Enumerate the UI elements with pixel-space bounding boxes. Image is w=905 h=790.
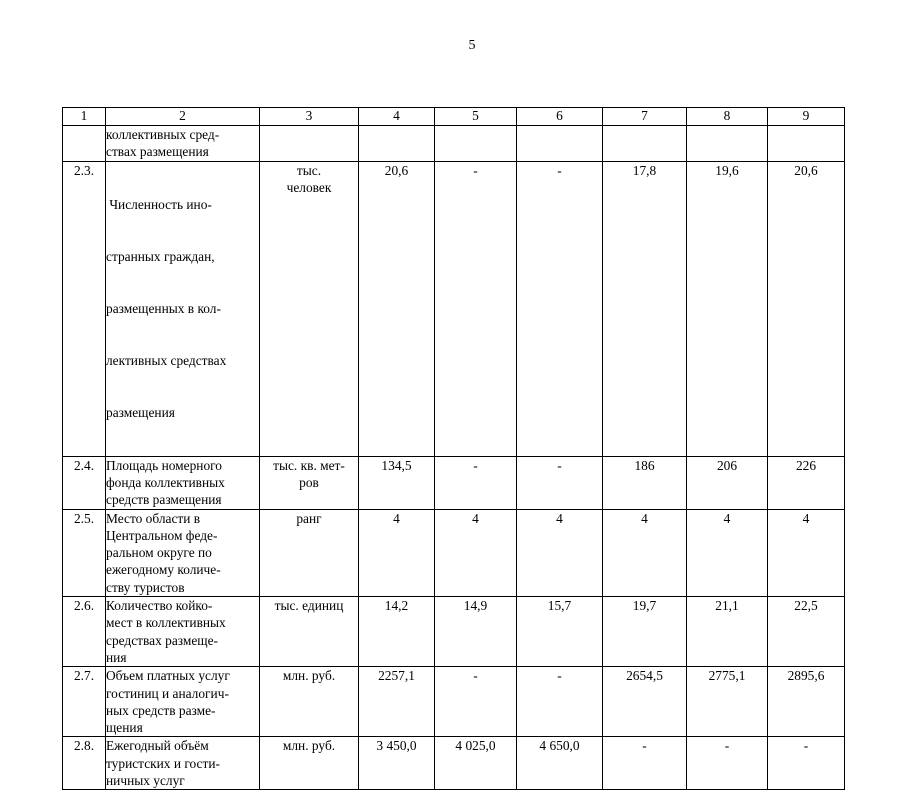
cell-value: 226 — [768, 456, 845, 509]
column-header: 9 — [768, 108, 845, 126]
table-row — [63, 597, 845, 667]
cell-value: 22,5 — [768, 597, 845, 667]
table-row — [63, 509, 845, 596]
name-line: мест в коллективных — [106, 615, 226, 631]
cell-value: - — [517, 161, 603, 456]
cell-value: 14,9 — [435, 597, 517, 667]
cell-num: 2.5. — [63, 509, 106, 596]
cell-value: 15,7 — [517, 597, 603, 667]
cell-value — [768, 126, 845, 162]
cell-value — [517, 126, 603, 162]
cell-unit — [260, 509, 359, 596]
cell-value: 19,6 — [687, 161, 768, 456]
name-line: средств размещения — [106, 492, 222, 508]
table-row — [63, 667, 845, 737]
cell-value: 206 — [687, 456, 768, 509]
cell-value: 17,8 — [603, 161, 687, 456]
cell-unit — [260, 126, 359, 162]
table-row — [63, 737, 845, 790]
cell-value: 4 — [687, 509, 768, 596]
name-line: размещенных в кол- — [106, 300, 221, 316]
cell-num: 2.7. — [63, 667, 106, 737]
cell-value: 186 — [603, 456, 687, 509]
unit-line: тыс. единиц — [274, 598, 344, 614]
name-line: странных граждан, — [106, 249, 215, 265]
column-header: 4 — [359, 108, 435, 126]
cell-unit — [260, 597, 359, 667]
cell-num: 2.4. — [63, 456, 106, 509]
cell-value: 19,7 — [603, 597, 687, 667]
cell-value: 2775,1 — [687, 667, 768, 737]
unit-line: тыс. кв. мет- — [273, 457, 345, 473]
cell-value: 4 — [359, 509, 435, 596]
cell-unit — [260, 456, 359, 509]
cell-value: 134,5 — [359, 456, 435, 509]
cell-name — [106, 126, 260, 162]
cell-name — [106, 456, 260, 509]
unit-line: человек — [286, 179, 332, 195]
name-line: ных средств разме- — [106, 702, 216, 718]
cell-value: 3 450,0 — [359, 737, 435, 790]
name-line: ничных услуг — [106, 772, 185, 788]
cell-name — [106, 737, 260, 790]
cell-value: 4 025,0 — [435, 737, 517, 790]
name-line: ству туристов — [106, 579, 185, 595]
cell-value: 20,6 — [359, 161, 435, 456]
cell-value: - — [435, 667, 517, 737]
name-line: Объем платных услуг — [106, 668, 230, 684]
cell-value: 2895,6 — [768, 667, 845, 737]
column-header: 6 — [517, 108, 603, 126]
name-line: ствах размещения — [106, 144, 209, 160]
cell-unit — [260, 667, 359, 737]
name-line: Центральном феде- — [106, 527, 218, 543]
table-header-row — [63, 108, 845, 126]
indicators-table — [62, 107, 845, 790]
cell-value: - — [603, 737, 687, 790]
cell-value — [687, 126, 768, 162]
cell-value: 4 — [603, 509, 687, 596]
table-row-continuation — [63, 126, 845, 162]
page-number: 5 — [468, 38, 476, 53]
table-row — [63, 456, 845, 509]
cell-value: 4 650,0 — [517, 737, 603, 790]
cell-value: - — [435, 456, 517, 509]
cell-name — [106, 667, 260, 737]
name-line: щения — [106, 720, 143, 736]
cell-value — [435, 126, 517, 162]
column-header: 5 — [435, 108, 517, 126]
table-row — [63, 161, 845, 456]
cell-value: - — [517, 456, 603, 509]
cell-value: - — [687, 737, 768, 790]
name-line: Количество койко- — [106, 598, 213, 614]
cell-value: 2257,1 — [359, 667, 435, 737]
unit-line: млн. руб. — [282, 738, 336, 754]
cell-unit — [260, 737, 359, 790]
cell-num: 2.8. — [63, 737, 106, 790]
name-line: Численность ино- — [106, 197, 212, 213]
column-header: 2 — [106, 108, 260, 126]
cell-value: - — [768, 737, 845, 790]
name-line: Ежегодный объём — [106, 738, 209, 754]
column-header: 1 — [63, 108, 106, 126]
name-line: гостиниц и аналогич- — [106, 685, 229, 701]
name-line: средствах размеще- — [106, 632, 219, 648]
cell-value: 20,6 — [768, 161, 845, 456]
cell-name — [106, 509, 260, 596]
cell-value — [603, 126, 687, 162]
name-line: фонда коллективных — [106, 474, 225, 490]
cell-value: 2654,5 — [603, 667, 687, 737]
column-header: 3 — [260, 108, 359, 126]
cell-name — [106, 161, 260, 456]
cell-value — [359, 126, 435, 162]
name-line: ния — [106, 649, 127, 665]
cell-num — [63, 126, 106, 162]
name-line: ежегодному количе- — [106, 562, 221, 578]
cell-value: 14,2 — [359, 597, 435, 667]
name-line: Место области в — [106, 510, 201, 526]
cell-num: 2.3. — [63, 161, 106, 456]
cell-unit — [260, 161, 359, 456]
cell-value: 4 — [768, 509, 845, 596]
cell-value: - — [435, 161, 517, 456]
cell-num: 2.6. — [63, 597, 106, 667]
column-header: 8 — [687, 108, 768, 126]
cell-name — [106, 597, 260, 667]
name-line: лективных средствах — [106, 352, 227, 368]
cell-value: 4 — [435, 509, 517, 596]
cell-value: 21,1 — [687, 597, 768, 667]
name-line: коллективных сред- — [106, 127, 220, 142]
name-line: туристских и гости- — [106, 755, 220, 771]
name-line: ральном округе по — [106, 545, 212, 561]
unit-line: ранг — [296, 510, 322, 526]
unit-line: тыс. — [296, 162, 322, 178]
unit-line: ров — [299, 474, 319, 490]
name-line: размещения — [106, 404, 175, 420]
name-line: Площадь номерного — [106, 457, 223, 473]
column-header: 7 — [603, 108, 687, 126]
cell-value: - — [517, 667, 603, 737]
unit-line: млн. руб. — [282, 668, 336, 684]
cell-value: 4 — [517, 509, 603, 596]
